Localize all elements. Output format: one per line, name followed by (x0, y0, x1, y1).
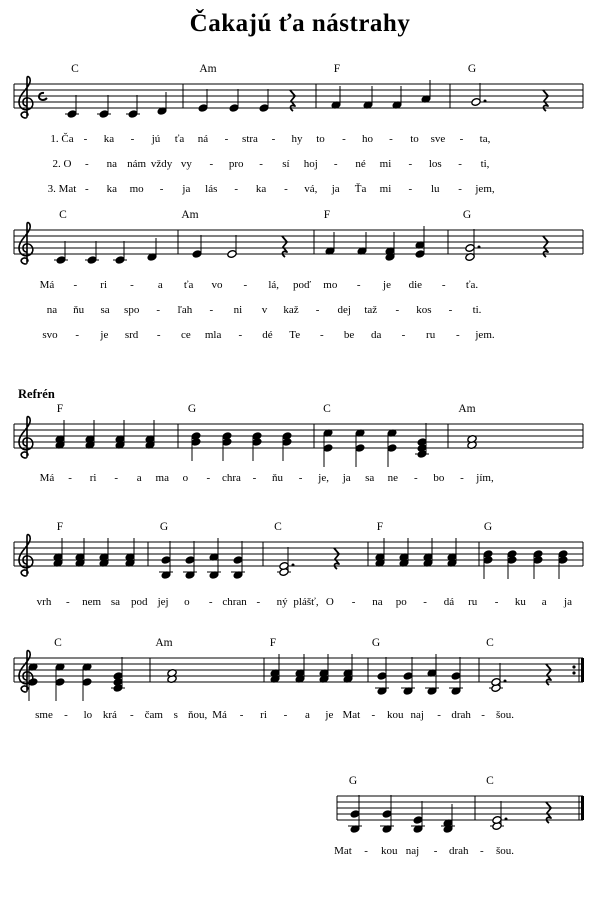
lyric-syllable: - (68, 472, 72, 484)
lyric-syllable: ka (255, 183, 267, 195)
lyric-syllable: jú (151, 133, 161, 145)
lyric-syllable: - (252, 472, 257, 484)
lyric-syllable: - (65, 596, 70, 608)
lyric-syllable: bo (433, 472, 445, 484)
treble-clef-icon (19, 417, 33, 458)
lyric-syllable: sa (110, 596, 121, 608)
lyric-syllable: - (271, 133, 276, 145)
lyric-syllable: - (371, 709, 376, 721)
lyric-syllable: sa (100, 304, 110, 316)
lyric-syllable: - (408, 158, 413, 170)
lyric-syllable: hoj (303, 158, 318, 170)
lyric-syllable: drah (451, 709, 471, 721)
lyric-syllable: ňu (272, 472, 284, 484)
lyric-syllable: sa (365, 472, 375, 484)
chord-symbol: C (323, 403, 331, 415)
lyric-syllable: ja (342, 472, 351, 484)
lyric-syllable: - (460, 472, 464, 484)
lyric-syllable: ri (100, 279, 108, 291)
lyric-syllable: je (100, 329, 109, 341)
lyric-syllable: - (356, 279, 361, 291)
lyric-syllable: a (136, 472, 142, 484)
lyric-syllable: taž (364, 304, 378, 316)
lyric-syllable: - (114, 472, 118, 484)
chord-symbol: F (333, 63, 341, 75)
augmentation-dot (484, 100, 487, 103)
lyric-syllable: šou. (495, 845, 515, 857)
lyric-syllable: - (433, 845, 438, 857)
lyric-syllable: - (401, 329, 406, 341)
lyric-syllable: los (428, 158, 442, 170)
lyric-syllable: pod (131, 596, 148, 608)
lyric-syllable: - (156, 304, 161, 316)
chord-symbol: F (269, 637, 277, 649)
lyric-syllable: - (458, 183, 462, 195)
chord-symbol: C (59, 209, 67, 221)
lyric-syllable: a (541, 596, 547, 608)
lyric-syllable: - (459, 133, 464, 145)
augmentation-dot (292, 564, 295, 567)
lyric-syllable: - (209, 158, 214, 170)
lyric-syllable: poď (292, 279, 312, 291)
lyric-syllable: sí (282, 158, 290, 170)
final-bar (581, 796, 584, 820)
lyric-syllable: plášť, (293, 596, 319, 608)
chord-symbol: Am (181, 209, 199, 221)
lyric-syllable: ho (362, 133, 373, 145)
chord-symbol: F (56, 403, 64, 415)
lyric-syllable: mi (379, 183, 392, 195)
refrain-label: Refrén (18, 387, 55, 401)
lyric-syllable: jem, (475, 183, 495, 195)
lyric-syllable: lo (83, 709, 93, 721)
lyric-syllable: nám (127, 158, 147, 170)
lyric-syllable: ri (89, 472, 97, 484)
lyric-syllable: je, (318, 472, 329, 484)
lyric-syllable: - (209, 304, 214, 316)
final-bar (581, 658, 584, 682)
chord-symbol: G (159, 521, 169, 533)
lyric-syllable: ja (564, 596, 572, 608)
lyric-syllable: vy (180, 158, 192, 170)
lyric-syllable: - (75, 329, 80, 341)
lyric-syllable: ne (387, 472, 398, 484)
chord-symbol: C (71, 63, 79, 75)
lyric-syllable: - (458, 158, 462, 170)
lyric-syllable: - (364, 845, 368, 857)
lyric-syllable: die (408, 279, 423, 291)
chord-symbol: Am (458, 403, 476, 415)
chord-symbol: C (486, 637, 494, 649)
lyric-syllable: - (130, 133, 135, 145)
lyric-syllable: - (437, 709, 441, 721)
lyric-syllable: - (156, 329, 161, 341)
lyric-syllable: ru (468, 596, 478, 608)
lyric-syllable: o (184, 596, 190, 608)
lyric-syllable: v (261, 304, 268, 316)
lyric-syllable: - (243, 279, 248, 291)
chord-symbol: F (376, 521, 384, 533)
lyric-syllable: jem. (475, 329, 495, 341)
chord-symbol: Am (199, 63, 217, 75)
lyric-syllable: ňou, (188, 709, 208, 721)
lyric-syllable: ťa. (465, 279, 479, 291)
chord-symbol: C (486, 775, 494, 787)
lyric-syllable: to (410, 133, 419, 145)
lyric-syllable: - (159, 183, 164, 195)
lyric-syllable: hy (291, 133, 303, 145)
lyric-syllable: - (441, 279, 446, 291)
lyric-syllable: - (351, 596, 356, 608)
lyric-syllable: srd (124, 329, 139, 341)
repeat-dot (572, 665, 575, 668)
lyric-syllable: - (395, 304, 400, 316)
lyric-syllable: - (342, 133, 346, 145)
lyric-syllable: ku (514, 596, 526, 608)
lyric-syllable: - (259, 158, 263, 170)
lyric-syllable: ri (260, 709, 267, 721)
lyric-syllable: - (480, 845, 484, 857)
lyric-syllable: - (224, 133, 229, 145)
lyric-syllable: dej (337, 304, 351, 316)
chord-symbol: C (54, 637, 62, 649)
lyric-syllable: - (298, 472, 303, 484)
lyric-syllable: naj (410, 709, 424, 721)
chord-symbol: G (467, 63, 477, 75)
lyric-syllable: - (234, 183, 239, 195)
augmentation-dot (478, 246, 481, 249)
lyric-syllable: - (85, 183, 89, 195)
lyric-syllable: pro (228, 158, 244, 170)
lyric-syllable: ťa (183, 279, 194, 291)
lyric-syllable: - (64, 709, 68, 721)
lyric-syllable: chran (222, 596, 247, 608)
augmentation-dot (505, 818, 508, 821)
lyric-syllable: 2. O (52, 158, 72, 170)
lyric-syllable: na (106, 158, 117, 170)
lyric-syllable: - (206, 472, 211, 484)
chord-symbol: G (187, 403, 197, 415)
lyric-syllable: Te (289, 329, 301, 341)
lyric-syllable: ma (155, 472, 169, 484)
lyric-syllable: - (238, 329, 243, 341)
lyric-syllable: vo (211, 279, 223, 291)
chord-symbol: C (274, 521, 282, 533)
augmentation-dot (504, 680, 507, 683)
song-title: Čakajú ťa nástrahy (189, 10, 411, 37)
lyric-syllable: - (73, 279, 78, 291)
repeat-dot (572, 671, 575, 674)
lyric-syllable: je (325, 709, 334, 721)
lyric-syllable: - (448, 304, 453, 316)
lyric-syllable: ka (106, 183, 117, 195)
lyric-syllable: spo (124, 304, 140, 316)
lyric-syllable: né (355, 158, 366, 170)
lyric-syllable: - (284, 183, 288, 195)
lyric-syllable: chra (221, 472, 241, 484)
lyric-syllable: lá, (268, 279, 280, 291)
lyric-syllable: ta, (479, 133, 491, 145)
lyric-syllable: ja (182, 183, 191, 195)
lyric-syllable: drah (448, 845, 469, 857)
lyric-syllable: sve (430, 133, 446, 145)
lyric-syllable: po (395, 596, 407, 608)
lyric-syllable: kou (381, 845, 398, 857)
lyric-syllable: a (157, 279, 163, 291)
lyric-syllable: dé (262, 329, 273, 341)
lyric-syllable: ťa (174, 133, 185, 145)
lyric-syllable: ni (233, 304, 243, 316)
lyric-syllable: 3. Mat (47, 183, 77, 195)
lyric-syllable: lu (430, 183, 440, 195)
lyric-syllable: stra (242, 133, 258, 145)
lyric-syllable: mo (323, 279, 338, 291)
lyric-syllable: da (371, 329, 382, 341)
lyric-syllable: - (83, 133, 88, 145)
lyric-syllable: ňu (73, 304, 85, 316)
lyric-syllable: je (383, 279, 391, 291)
lyric-syllable: mi (379, 158, 392, 170)
lyric-syllable: - (283, 709, 288, 721)
lyric-syllable: ľah (177, 304, 193, 316)
lyric-syllable: krá (102, 709, 117, 721)
lyric-syllable: - (389, 133, 393, 145)
lyric-syllable: ru (426, 329, 436, 341)
lyric-syllable: Mat (334, 845, 352, 857)
lyric-syllable: ti, (480, 158, 490, 170)
lyric-syllable: - (494, 596, 499, 608)
chord-symbol: Am (155, 637, 173, 649)
lyric-syllable: svo (42, 329, 58, 341)
lyric-syllable: to (316, 133, 325, 145)
lyric-syllable: - (208, 596, 213, 608)
lyric-syllable: - (408, 183, 413, 195)
lyric-syllable: kaž (283, 304, 299, 316)
lyric-syllable: ný (276, 596, 288, 608)
lyric-syllable: mo (129, 183, 144, 195)
lyric-syllable: mla (204, 329, 222, 341)
lyric-syllable: ka (103, 133, 115, 145)
lyric-syllable: vrh (36, 596, 52, 608)
lyric-syllable: - (315, 304, 320, 316)
lyric-syllable: Má (39, 472, 55, 484)
chord-symbol: F (323, 209, 331, 221)
chord-symbol: G (462, 209, 472, 221)
lyric-syllable: - (481, 709, 485, 721)
lyric-syllable: ja (331, 183, 340, 195)
lyric-syllable: dá (443, 596, 455, 608)
lyric-syllable: O (325, 596, 334, 608)
lyric-syllable: naj (405, 845, 420, 857)
lyric-syllable: kou (386, 709, 404, 721)
lyric-syllable: na (372, 596, 383, 608)
lyric-syllable: jej (157, 596, 169, 608)
chord-symbol: G (483, 521, 493, 533)
lyric-syllable: 1. Ča (50, 133, 74, 145)
treble-clef-icon (19, 223, 33, 264)
lyric-syllable: Má (212, 709, 227, 721)
lyric-syllable: - (85, 158, 89, 170)
lyric-syllable: ti. (472, 304, 482, 316)
lyric-syllable: Mat (342, 709, 361, 721)
lyric-syllable: - (455, 329, 460, 341)
lyric-syllable: - (423, 596, 427, 608)
lyric-syllable: - (130, 279, 134, 291)
lyric-syllable: čam (144, 709, 163, 721)
lyric-syllable: šou. (495, 709, 515, 721)
lyric-syllable: vá, (304, 183, 318, 195)
treble-clef-icon (19, 651, 33, 692)
lyric-syllable: nem (82, 596, 102, 608)
lyric-syllable: - (414, 472, 418, 484)
lyric-syllable: ce (181, 329, 191, 341)
lyric-syllable: ná (197, 133, 209, 145)
lyric-syllable: vždy (150, 158, 173, 170)
lyric-syllable: kos (416, 304, 432, 316)
lyric-syllable: s (173, 709, 178, 721)
lyric-syllable: - (256, 596, 261, 608)
chord-symbol: G (348, 775, 358, 787)
lyric-syllable: sme (35, 709, 53, 721)
treble-clef-icon (19, 77, 33, 118)
chord-symbol: F (56, 521, 64, 533)
lyric-syllable: jím, (476, 472, 494, 484)
lyric-syllable: - (320, 329, 324, 341)
treble-clef-icon (19, 535, 33, 576)
lyric-syllable: be (343, 329, 355, 341)
lyric-syllable: - (333, 158, 338, 170)
lyric-syllable: Má (39, 279, 55, 291)
lyric-syllable: lás (205, 183, 218, 195)
chord-symbol: G (371, 637, 381, 649)
lyric-syllable: o (182, 472, 189, 484)
lyric-syllable: - (129, 709, 134, 721)
lyric-syllable: Ťa (354, 183, 367, 195)
lyric-syllable: na (46, 304, 58, 316)
lyric-syllable: - (239, 709, 244, 721)
lyric-syllable: a (304, 709, 310, 721)
